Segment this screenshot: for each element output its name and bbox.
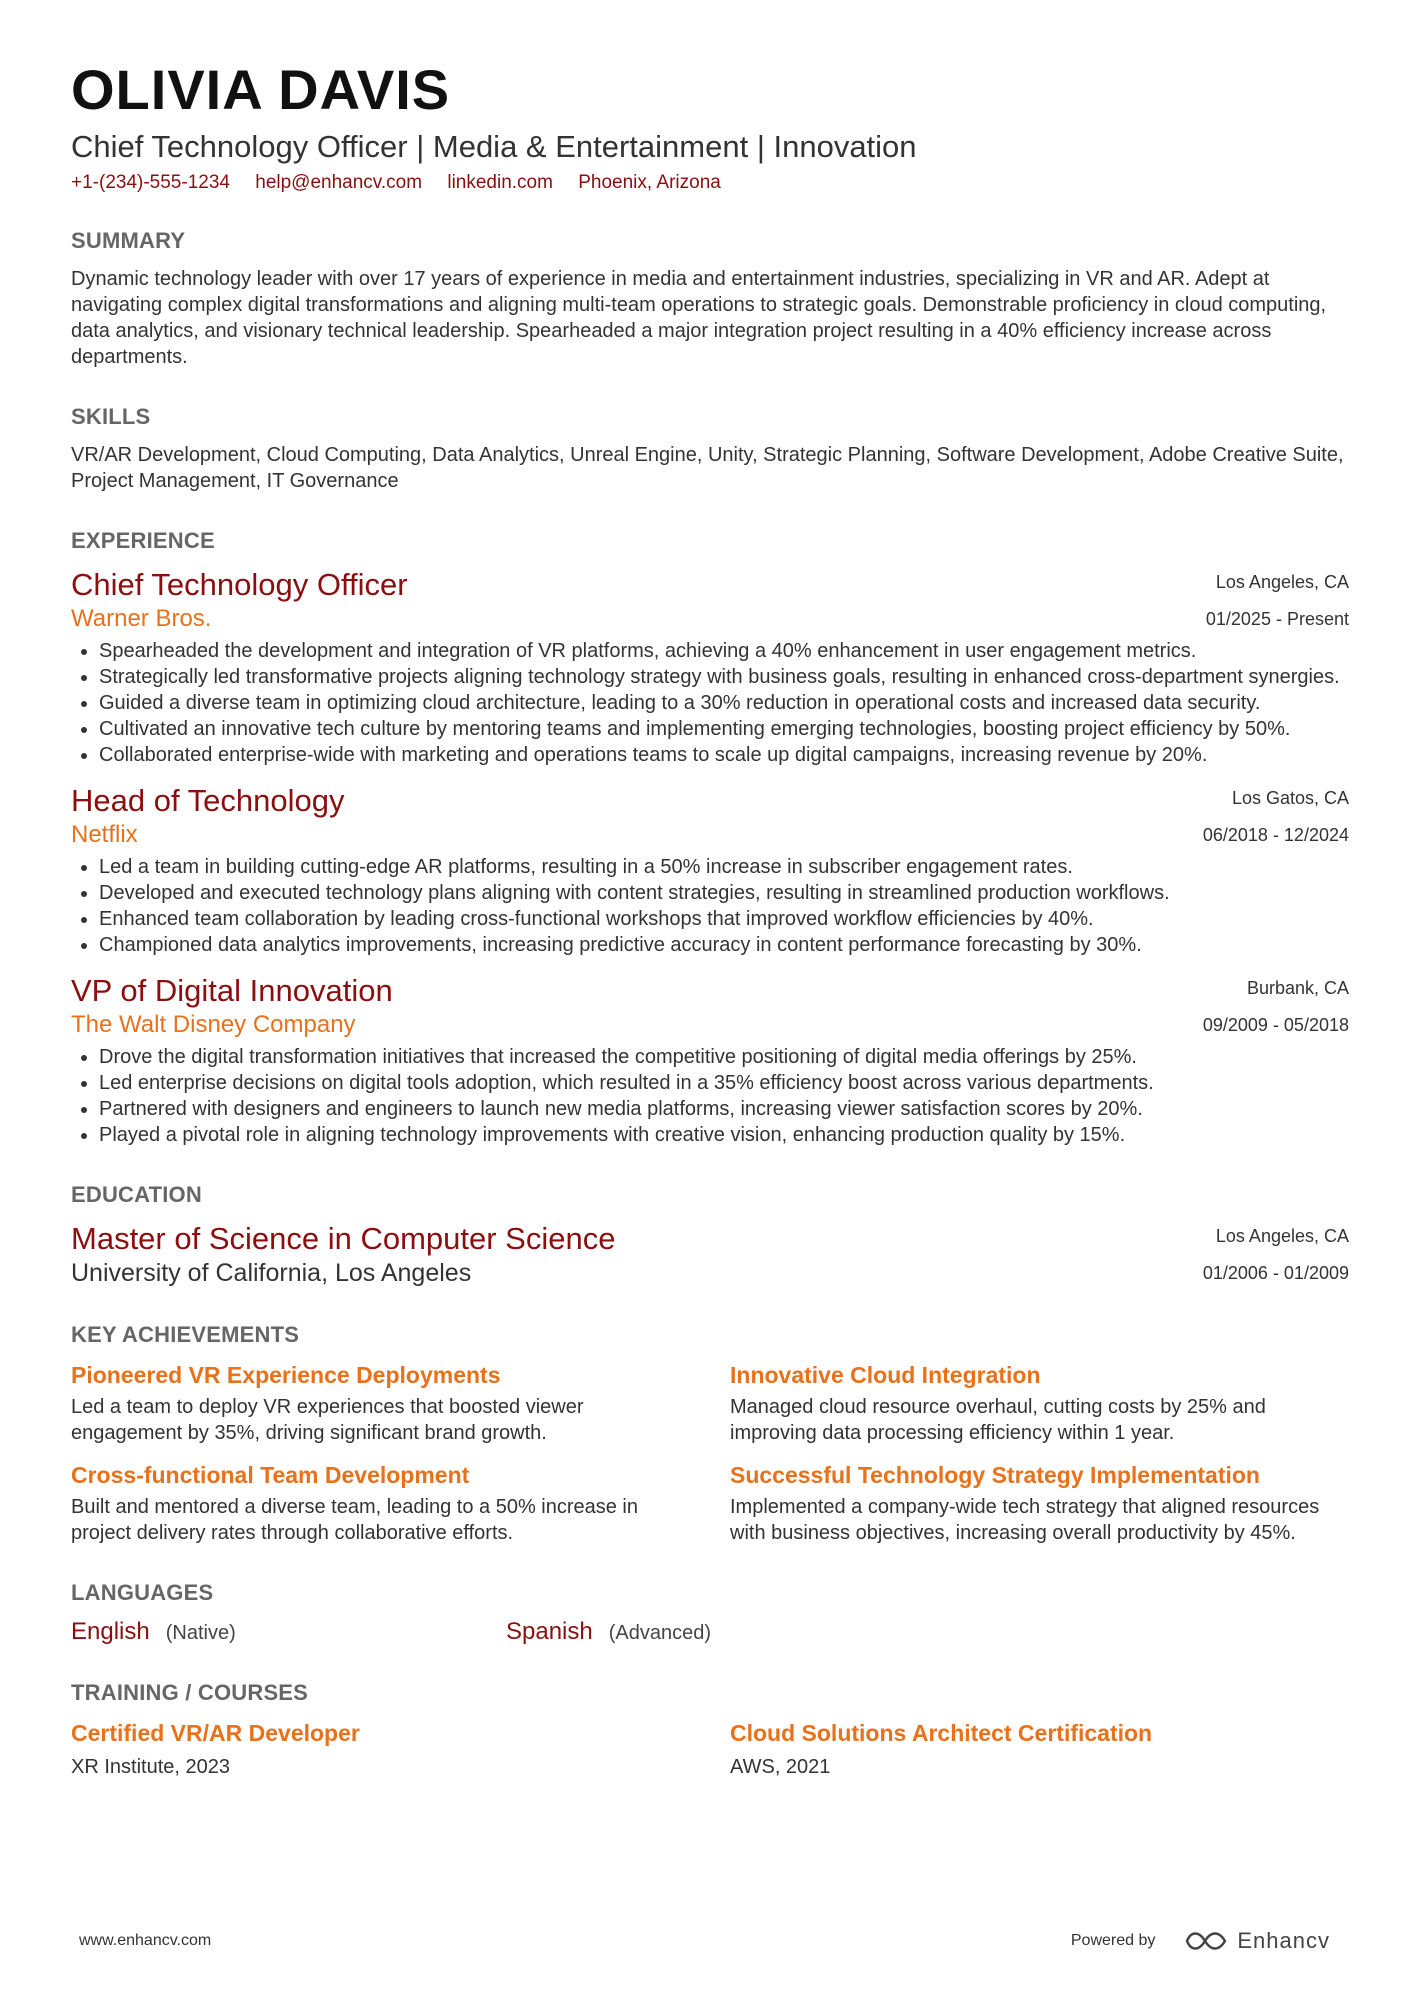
language-name: Spanish (506, 1618, 593, 1645)
job-bullet: • Guided a diverse team in optimizing cloud architecture, leading to a 30% reduction in operational costs and increased data security. (99, 690, 1349, 716)
job-bullet: • Cultivated an innovative tech culture by mentoring teams and implementing emerging technologies, boosting project efficiency by 50%. (99, 716, 1349, 742)
job-title: Head of Technology (71, 783, 345, 818)
job-dates: 06/2018 - 12/2024 (1202, 824, 1349, 845)
achievements-grid (71, 1360, 1349, 1546)
job-entry (71, 566, 1349, 768)
language-level: (Advanced) (608, 1622, 712, 1644)
job-bullet: • Enhanced team collaboration by leading cross-functional workshops that improved workflow efficiencies by 40%. (99, 906, 1349, 932)
achievement-item (71, 1460, 690, 1546)
achievement-title: Innovative Cloud Integration (730, 1362, 1041, 1388)
school-name: University of California, Los Angeles (71, 1259, 472, 1287)
achievement-title: Pioneered VR Experience Deployments (71, 1362, 501, 1388)
job-bullet: • Strategically led transformative projects aligning technology strategy with business goals, resulting in enhanced cross-department synergies. (99, 664, 1349, 690)
training-grid (71, 1718, 1349, 1779)
education-heading: EDUCATION (71, 1182, 202, 1207)
job-title: VP of Digital Innovation (71, 973, 393, 1008)
achievement-title: Successful Technology Strategy Implementation (730, 1462, 1260, 1488)
contact-linkedin[interactable]: linkedin.com (447, 172, 553, 193)
job-bullet: • Developed and executed technology plans aligning with content strategies, resulting in streamlined production workflows. (99, 880, 1349, 906)
skills-text: VR/AR Development, Cloud Computing, Data Analytics, Unreal Engine, Unity, Strategic Planning, Software Development, Adobe Creative Suite, Project Management, IT Governance (71, 444, 1344, 492)
job-bullet: • Led a team in building cutting-edge AR platforms, resulting in a 50% increase in subscriber engagement rates. (99, 854, 1349, 880)
training-heading: TRAINING / COURSES (71, 1680, 309, 1705)
job-dates: 09/2009 - 05/2018 (1202, 1014, 1349, 1035)
job-location: Los Angeles, CA (1215, 572, 1349, 592)
job-bullet: • Partnered with designers and engineers to launch new media platforms, increasing viewer satisfaction scores by 20%. (99, 1096, 1349, 1122)
achievement-item (730, 1460, 1349, 1546)
job-bullets (71, 638, 1349, 768)
job-bullets (71, 1044, 1349, 1148)
contact-email[interactable]: help@enhancv.com (255, 172, 423, 193)
job-bullet: • Spearheaded the development and integration of VR platforms, achieving a 40% enhancement in user engagement metrics. (99, 638, 1349, 664)
job-bullets (71, 854, 1349, 958)
job-company: Warner Bros. (71, 605, 212, 632)
job-entry (71, 972, 1349, 1148)
job-title: Chief Technology Officer (71, 567, 408, 602)
language-name: English (71, 1618, 150, 1645)
education-dates: 01/2006 - 01/2009 (1202, 1262, 1349, 1283)
achievement-desc: Managed cloud resource overhaul, cutting costs by 25% and improving data processing efficiency within 1 year. (730, 1396, 1266, 1444)
achievement-desc: Built and mentored a diverse team, leading to a 50% increase in project delivery rates through collaborative efforts. (71, 1496, 639, 1544)
achievements-heading: KEY ACHIEVEMENTS (71, 1322, 300, 1347)
brand-name: Enhancv (1237, 1928, 1330, 1953)
summary-heading: SUMMARY (71, 228, 186, 253)
job-bullet: • Drove the digital transformation initiatives that increased the competitive positioning of digital media offerings by 25%. (99, 1044, 1349, 1070)
powered-by (1071, 1928, 1330, 1954)
job-location: Los Gatos, CA (1231, 788, 1349, 808)
course-desc: AWS, 2021 (730, 1756, 831, 1778)
course-item (730, 1718, 1349, 1779)
job-entry (71, 782, 1349, 958)
job-location: Burbank, CA (1246, 978, 1349, 998)
achievement-desc: Implemented a company-wide tech strategy that aligned resources with business objectives, increasing overall productivity by 45%. (730, 1496, 1320, 1544)
candidate-name: OLIVIA DAVIS (71, 58, 451, 121)
job-bullet: • Played a pivotal role in aligning technology improvements with creative vision, enhancing production quality by 15%. (99, 1122, 1349, 1148)
language-item (506, 1618, 941, 1646)
contact-location: Phoenix, Arizona (578, 172, 721, 193)
resume-page (71, 54, 1349, 1779)
course-desc: XR Institute, 2023 (71, 1756, 230, 1778)
enhancv-logo-icon (1183, 1929, 1229, 1953)
achievement-title: Cross-functional Team Development (71, 1462, 470, 1488)
course-item (71, 1718, 690, 1779)
skills-heading: SKILLS (71, 404, 151, 429)
footer-url[interactable]: www.enhancv.com (79, 1932, 212, 1949)
contact-phone[interactable]: +1-(234)-555-1234 (71, 172, 230, 193)
job-company: Netflix (71, 821, 138, 848)
achievement-desc: Led a team to deploy VR experiences that boosted viewer engagement by 35%, driving significant brand growth. (71, 1396, 584, 1444)
achievement-item (730, 1360, 1349, 1446)
course-title: Cloud Solutions Architect Certification (730, 1720, 1153, 1746)
education-location: Los Angeles, CA (1215, 1226, 1349, 1246)
job-bullet: • Collaborated enterprise-wide with marketing and operations teams to scale up digital campaigns, increasing revenue by 20%. (99, 742, 1349, 768)
summary-text: Dynamic technology leader with over 17 years of experience in media and entertainment industries, specializing in VR and AR. Adept at navigating complex digital transformations and aligning multi-team operations to strategic goals. Demonstrable proficiency in cloud computing, data analytics, and visionary technical leadership. Spearheaded a major integration project resulting in a 40% efficiency increase across departments. (71, 268, 1327, 368)
job-bullet: • Led enterprise decisions on digital tools adoption, which resulted in a 35% efficiency boost across various departments. (99, 1070, 1349, 1096)
achievement-item (71, 1360, 690, 1446)
job-bullet: • Championed data analytics improvements, increasing predictive accuracy in content performance forecasting by 30%. (99, 932, 1349, 958)
job-dates: 01/2025 - Present (1205, 608, 1349, 629)
degree-title: Master of Science in Computer Science (71, 1221, 616, 1256)
education-entry (71, 1220, 1349, 1288)
powered-by-label: Powered by (1070, 1932, 1156, 1949)
page-footer (79, 1928, 1330, 1954)
job-company: The Walt Disney Company (71, 1011, 356, 1038)
language-item (71, 1618, 506, 1646)
contact-line (71, 172, 1349, 194)
languages-list (71, 1618, 1349, 1646)
headline: Chief Technology Officer | Media & Entertainment | Innovation (71, 129, 917, 164)
course-title: Certified VR/AR Developer (71, 1720, 360, 1746)
languages-heading: LANGUAGES (71, 1580, 214, 1605)
language-level: (Native) (165, 1622, 236, 1644)
experience-heading: EXPERIENCE (71, 528, 215, 553)
